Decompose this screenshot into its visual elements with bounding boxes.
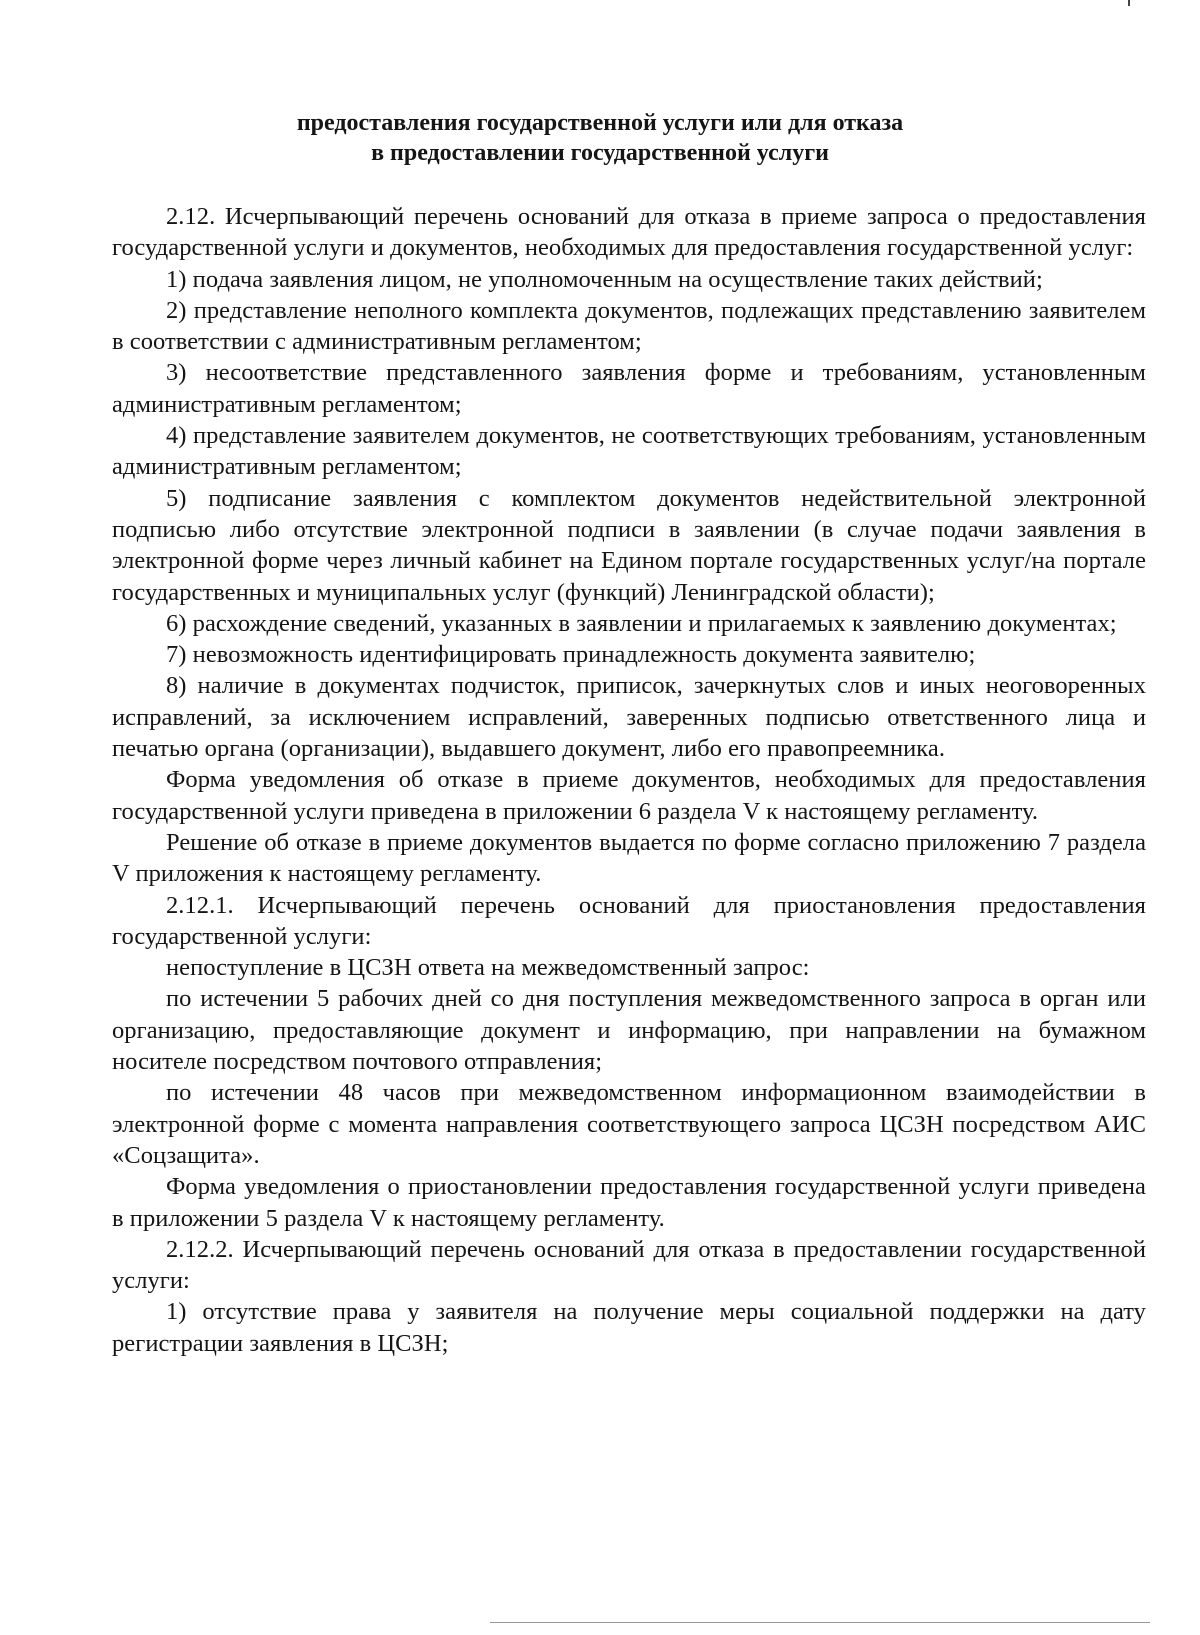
section-heading xyxy=(0,108,1200,168)
heading-line-2: в предоставлении государственной услуги xyxy=(371,140,829,166)
paragraph-2-12-2: 2.12.2. Исчерпывающий перечень оснований для отказа в предоставлении государственной услуги: xyxy=(112,1235,1146,1295)
scan-bottom-line xyxy=(490,1622,1150,1623)
refusal-reason-1: 1) отсутствие права у заявителя на получение меры социальной поддержки на дату регистрации заявления в ЦСЗН; xyxy=(112,1298,1146,1357)
list-item-3: 3) несоответствие представленного заявления форме и требованиям, установленным административным регламентом; xyxy=(112,359,1146,418)
paragraph-refusal-decision: Решение об отказе в приеме документов выдается по форме согласно приложению 7 раздела V приложения к настоящему регламенту. xyxy=(112,828,1146,888)
list-item-4: 4) представление заявителем документов, не соответствующих требованиям, установленным административным регламентом; xyxy=(112,422,1146,481)
paragraph-no-response: непоступление в ЦСЗН ответа на межведомственный запрос: xyxy=(166,954,810,982)
paragraph-refusal-form: Форма уведомления об отказе в приеме документов, необходимых для предоставления государственной услуги приведена в приложении 6 раздела V к настоящему регламенту. xyxy=(112,766,1146,825)
list-item-7: 7) невозможность идентифицировать принадлежность документа заявителю; xyxy=(166,641,976,669)
paragraph-2-12-1: 2.12.1. Исчерпывающий перечень оснований для приостановления предоставления государственной услуги: xyxy=(112,891,1146,950)
list-item-2: 2) представление неполного комплекта документов, подлежащих представлению заявителем в соответствии с административным регламентом; xyxy=(112,296,1146,356)
scan-edge-mark xyxy=(1128,0,1130,6)
list-item-6: 6) расхождение сведений, указанных в заявлении и прилагаемых к заявлению документах; xyxy=(166,609,1117,637)
document-body xyxy=(112,201,1146,1359)
paragraph-2-12: 2.12. Исчерпывающий перечень оснований для отказа в приеме запроса о предоставления государственной услуги и документов, необходимых для предоставления государственной услуг: xyxy=(112,203,1146,262)
list-item-5: 5) подписание заявления с комплектом документов недействительной электронной подписью либо отсутствие электронной подписи в заявлении (в случае подачи заявления в электронной форме через личный кабинет на Едином портале государственных услуг/на портале государственных и муниципальных услуг (функций) Ленинградской области); xyxy=(112,484,1146,606)
paragraph-suspension-form: Форма уведомления о приостановлении предоставления государственной услуги приведена в приложении 5 раздела V к настоящему регламенту. xyxy=(112,1173,1146,1232)
list-item-8: 8) наличие в документах подчисток, приписок, зачеркнутых слов и иных неоговоренных исправлений, за исключением исправлений, заверенных подписью ответственного лица и печатью органа (организации), выдавшего документ, либо его правопреемника. xyxy=(112,672,1146,763)
paragraph-5-days: по истечении 5 рабочих дней со дня поступления межведомственного запроса в орган или организацию, предоставляющие документ и информацию, при направлении на бумажном носителе посредством почтового отправления; xyxy=(112,985,1146,1076)
list-item-1: 1) подача заявления лицом, не уполномоченным на осуществление таких действий; xyxy=(166,265,1043,293)
paragraph-48-hours: по истечении 48 часов при межведомственном информационном взаимодействии в электронной форме с момента направления соответствующего запроса ЦСЗН посредством АИС «Соцзащита». xyxy=(112,1079,1146,1169)
heading-line-1: предоставления государственной услуги или для отказа xyxy=(296,110,904,136)
